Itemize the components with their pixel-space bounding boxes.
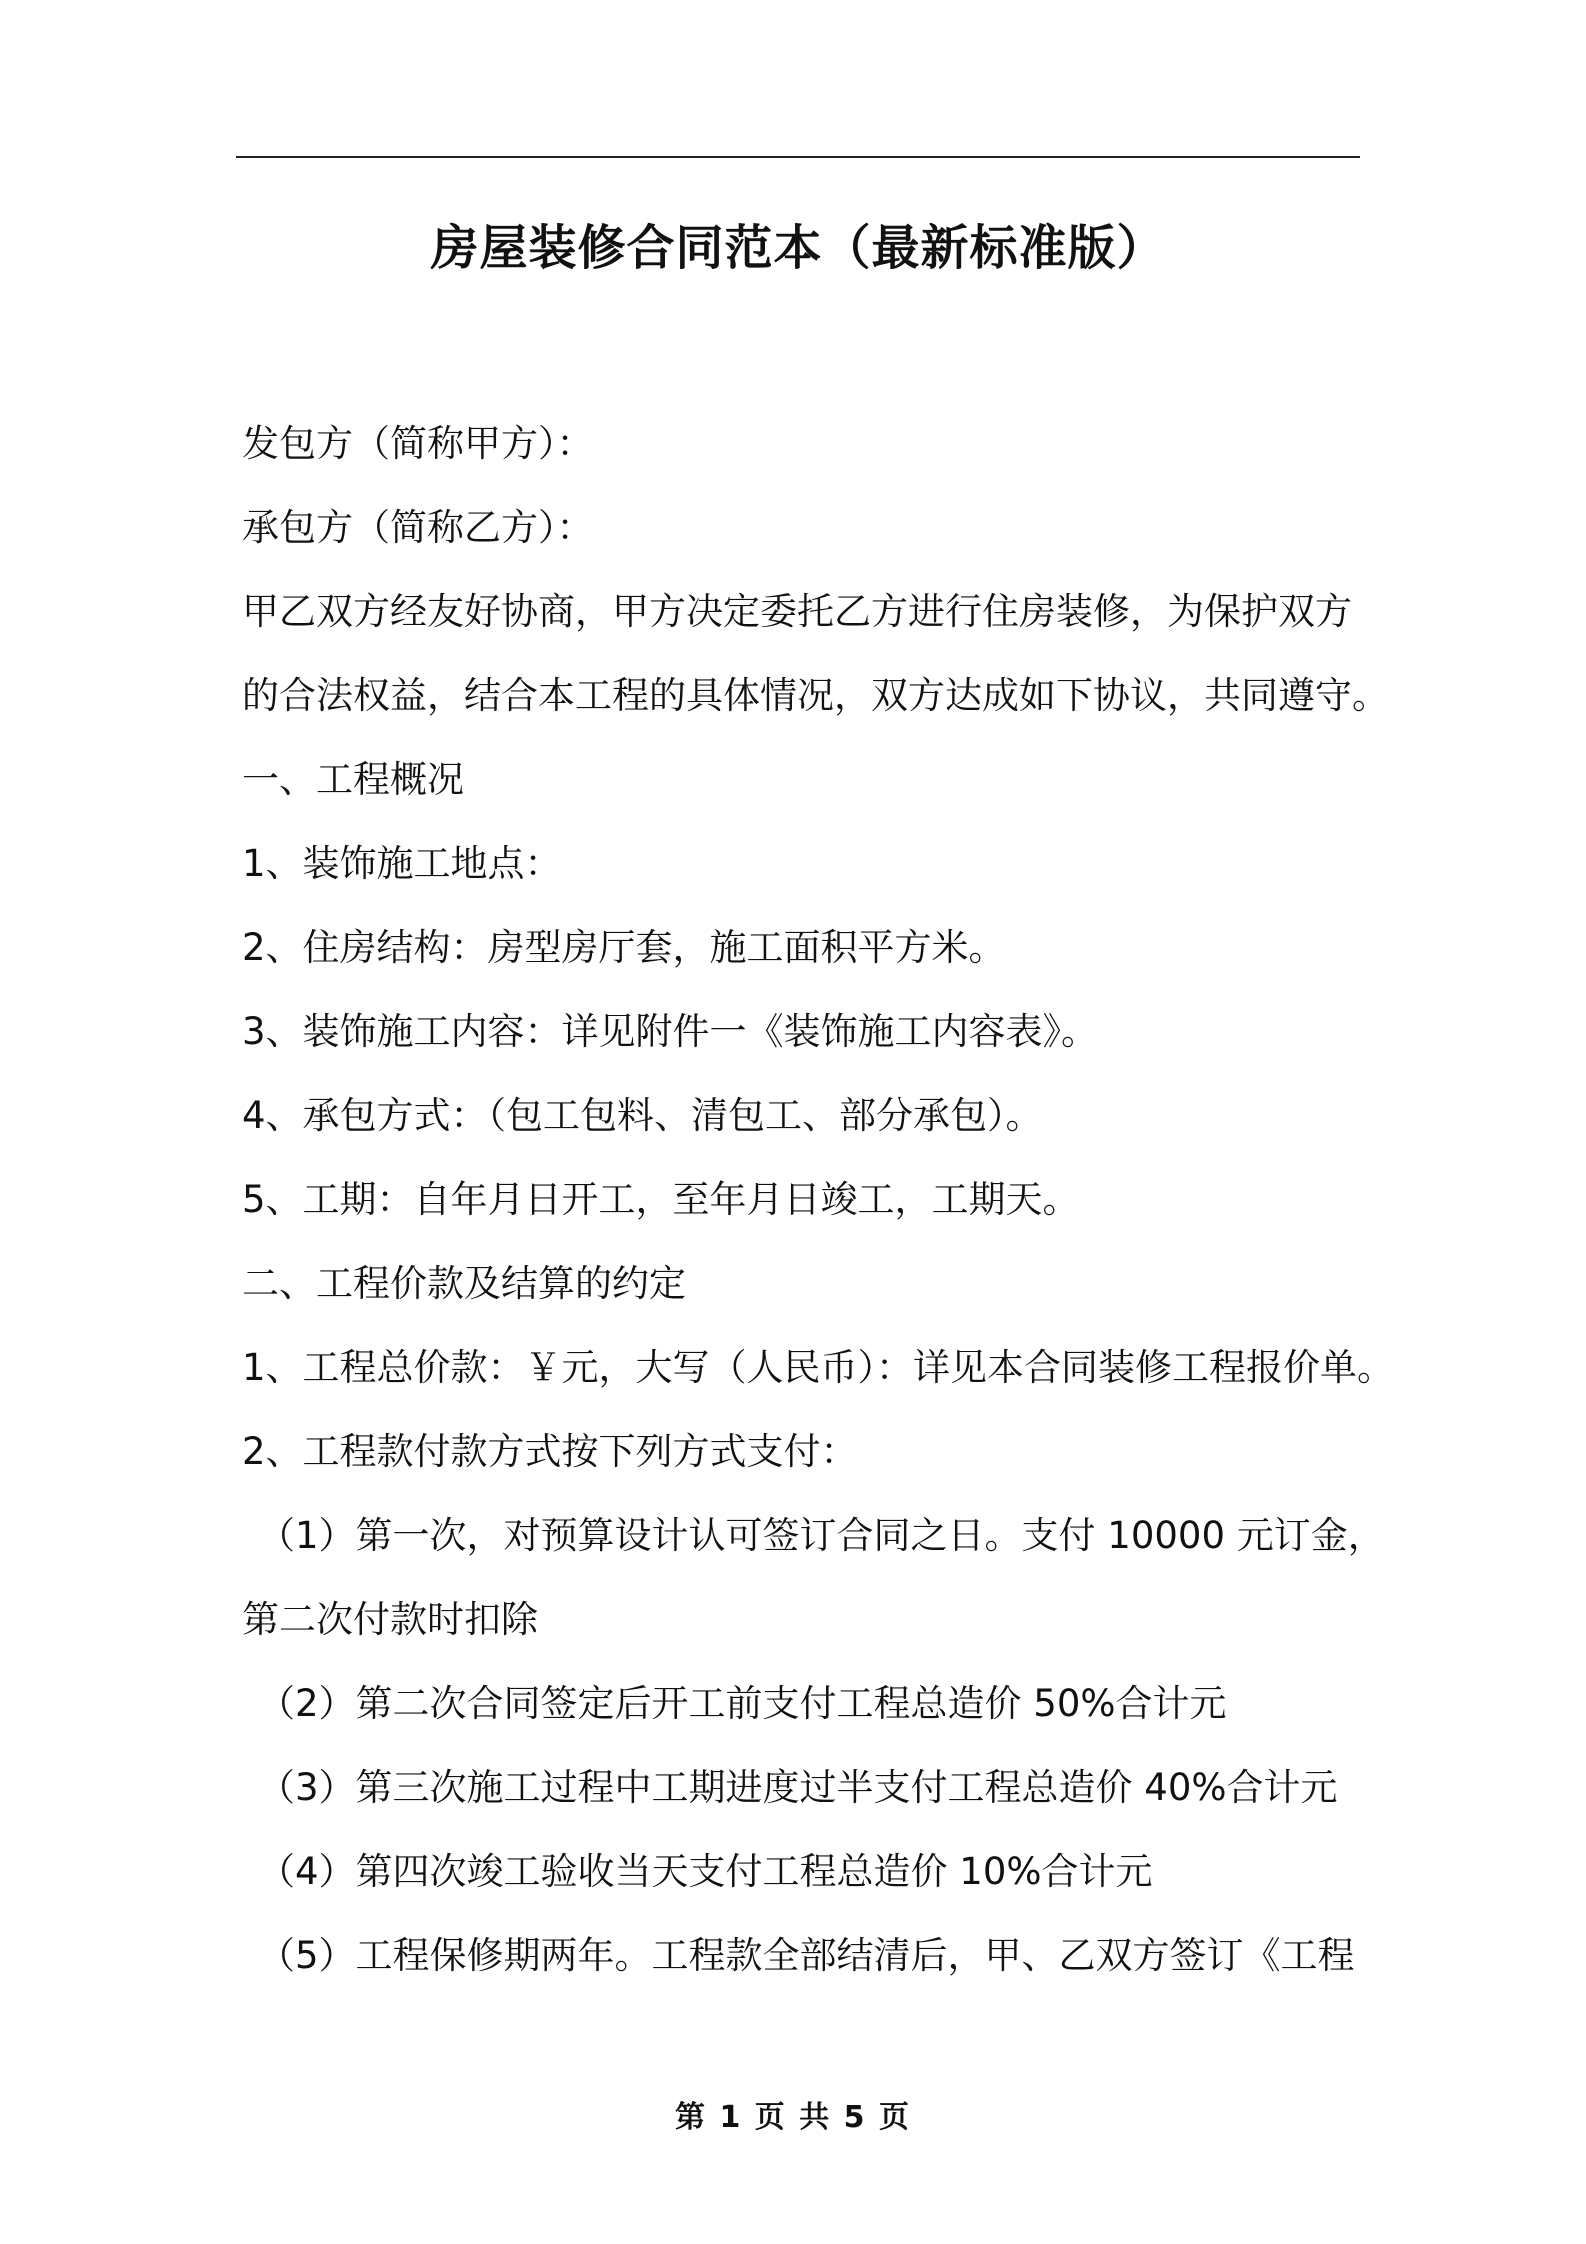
clause-1-5: 5、工期：自年月日开工，至年月日竣工，工期天。	[242, 1178, 1080, 1221]
clause-1-3: 3、装饰施工内容：详见附件一《装饰施工内容表》。	[242, 1010, 1099, 1053]
section-heading-2: 二、工程价款及结算的约定	[242, 1262, 686, 1305]
section-heading-1: 一、工程概况	[242, 758, 464, 801]
clause-1-1: 1、装饰施工地点：	[242, 842, 562, 885]
clause-1-4: 4、承包方式：（包工包料、清包工、部分承包）。	[242, 1094, 1043, 1137]
payment-item-2: （2）第二次合同签定后开工前支付工程总造价 50%合计元	[258, 1682, 1227, 1725]
page-number: 第 1 页 共 5 页	[675, 2100, 911, 2135]
payment-item-1: （1）第一次，对预算设计认可签订合同之日。支付 10000 元订金，	[258, 1514, 1385, 1557]
preamble-line-2: 的合法权益，结合本工程的具体情况，双方达成如下协议，共同遵守。	[242, 674, 1389, 717]
party-a-line: 发包方（简称甲方）：	[242, 422, 594, 465]
payment-item-5: （5）工程保修期两年。工程款全部结清后，甲、乙双方签订《工程	[258, 1934, 1355, 1977]
payment-item-4: （4）第四次竣工验收当天支付工程总造价 10%合计元	[258, 1850, 1153, 1893]
payment-item-3: （3）第三次施工过程中工期进度过半支付工程总造价 40%合计元	[258, 1766, 1338, 1809]
document-body	[242, 402, 1395, 1998]
clause-2-1: 1、工程总价款：￥元，大写（人民币）：详见本合同装修工程报价单。	[242, 1346, 1395, 1389]
clause-1-2: 2、住房结构：房型房厅套，施工面积平方米。	[242, 926, 1006, 969]
document-title: 房屋装修合同范本（最新标准版）	[430, 220, 1166, 276]
party-b-line: 承包方（简称乙方）：	[242, 506, 594, 549]
clause-2-2: 2、工程款付款方式按下列方式支付：	[242, 1430, 858, 1473]
header-rule	[236, 156, 1360, 158]
payment-item-1-cont: 第二次付款时扣除	[242, 1598, 538, 1641]
preamble-line-1: 甲乙双方经友好协商，甲方决定委托乙方进行住房装修，为保护双方	[242, 590, 1352, 633]
